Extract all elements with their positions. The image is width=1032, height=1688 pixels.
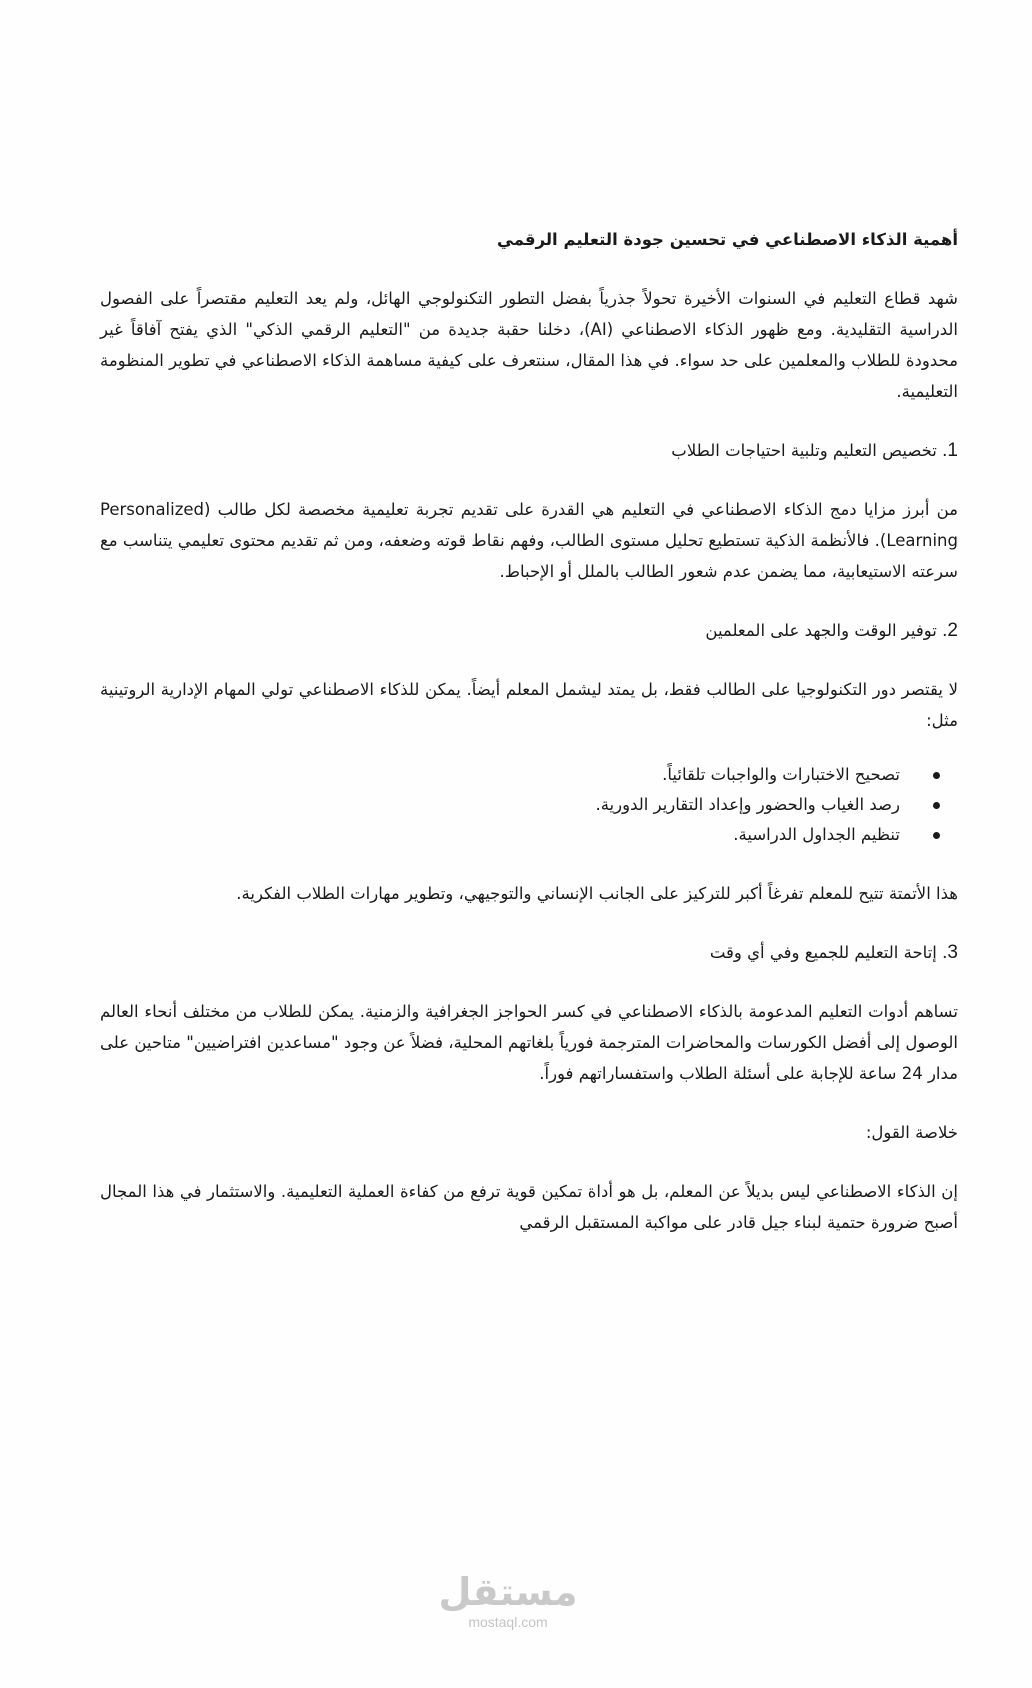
section-3-number: 3. xyxy=(942,942,958,963)
mostaql-watermark xyxy=(418,1570,598,1630)
section-3-heading xyxy=(100,937,958,968)
section-2-closing: هذا الأتمتة تتيح للمعلم تفرغاً أكبر للتركيز على الجانب الإنساني والتوجيهي، وتطوير مهارات الطلاب الفكرية. xyxy=(236,884,958,903)
bullet-text: تصحيح الاختبارات والواجبات تلقائياً. xyxy=(662,765,900,784)
bullet-dot-icon xyxy=(933,832,940,839)
bullet-dot-icon xyxy=(933,802,940,809)
bullet-item xyxy=(100,820,958,850)
section-2-heading xyxy=(100,615,958,646)
section-2-body: لا يقتصر دور التكنولوجيا على الطالب فقط، بل يمتد ليشمل المعلم أيضاً. يمكن للذكاء الاصطناعي تولي المهام الإدارية الروتينية مثل: xyxy=(100,680,958,730)
section-1-number: 1. xyxy=(942,440,958,461)
bullet-item xyxy=(100,790,958,820)
bullet-dot-icon xyxy=(933,772,940,779)
section-3-body: تساهم أدوات التعليم المدعومة بالذكاء الاصطناعي في كسر الحواجز الجغرافية والزمنية. يمكن للطلاب من مختلف أنحاء العالم الوصول إلى أفضل الكورسات والمحاضرات المترجمة فورياً بلغاتهم المحلية، فضلاً عن وجود "مساعدين افتراضيين" متاحين على مدار 24 ساعة للإجابة على أسئلة الطلاب واستفساراتهم فوراً. xyxy=(100,1002,958,1083)
section-1-body: من أبرز مزايا دمج الذكاء الاصطناعي في التعليم هي القدرة على تقديم تجربة تعليمية مخصصة لكل طالب (Personalized Learning). فالأنظمة الذكية تستطيع تحليل مستوى الطالب، وفهم نقاط قوته وضعفه، ومن ثم تقديم محتوى تعليمي يتناسب مع سرعته الاستيعابية، مما يضمن عدم شعور الطالب بالملل أو الإحباط. xyxy=(100,500,958,581)
section-2-number: 2. xyxy=(942,620,958,641)
section-2-bullet-list xyxy=(100,756,958,850)
intro-paragraph: شهد قطاع التعليم في السنوات الأخيرة تحولاً جذرياً بفضل التطور التكنولوجي الهائل، ولم يعد التعليم مقتصراً على الفصول الدراسية التقليدية. ومع ظهور الذكاء الاصطناعي (AI)، دخلنا حقبة جديدة من "التعليم الرقمي الذكي" الذي يفتح آفاقاً غير محدودة للطلاب والمعلمين على حد سواء. في هذا المقال، سنتعرف على كيفية مساهمة الذكاء الاصطناعي في تطوير المنظومة التعليمية. xyxy=(100,289,958,401)
watermark-logo-latin: mostaql.com xyxy=(468,1614,548,1630)
section-1-heading xyxy=(100,435,958,466)
section-3-title: إتاحة التعليم للجميع وفي أي وقت xyxy=(709,943,937,962)
article-title: أهمية الذكاء الاصطناعي في تحسين جودة التعليم الرقمي xyxy=(497,230,958,249)
conclusion-body: إن الذكاء الاصطناعي ليس بديلاً عن المعلم، بل هو أداة تمكين قوية ترفع من كفاءة العملية التعليمية. والاستثمار في هذا المجال أصبح ضرورة حتمية لبناء جيل قادر على مواكبة المستقبل الرقمي xyxy=(100,1182,958,1232)
section-1-title: تخصيص التعليم وتلبية احتياجات الطلاب xyxy=(671,441,937,460)
bullet-text: تنظيم الجداول الدراسية. xyxy=(733,825,900,844)
watermark-logo-arabic: مستقل xyxy=(438,1570,578,1614)
bullet-item xyxy=(100,760,958,790)
section-2-title: توفير الوقت والجهد على المعلمين xyxy=(705,621,937,640)
document-content xyxy=(100,224,958,1266)
bullet-text: رصد الغياب والحضور وإعداد التقارير الدورية. xyxy=(595,795,900,814)
conclusion-heading: خلاصة القول: xyxy=(865,1123,958,1142)
